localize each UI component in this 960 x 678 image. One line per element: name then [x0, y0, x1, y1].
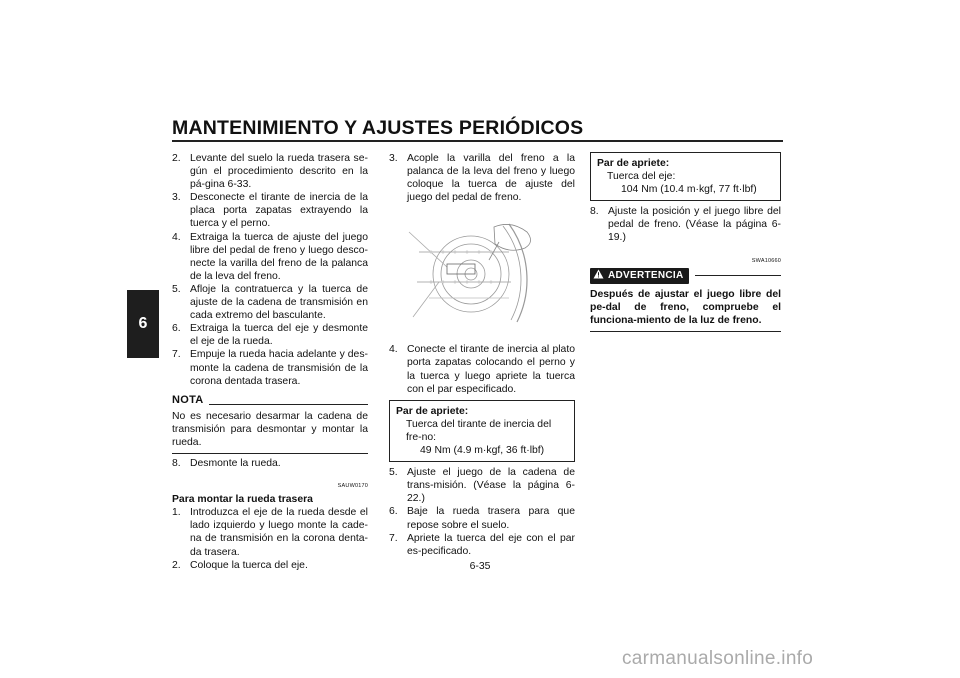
step-item: [172, 231, 368, 283]
step-number: 7.: [389, 532, 398, 544]
step-item: [172, 559, 368, 572]
torque-box-brake: [389, 400, 575, 462]
nota-header: [172, 393, 368, 407]
step-number: 1.: [172, 507, 181, 519]
torque-heading: Par de apriete:: [597, 158, 670, 169]
step-item: [389, 466, 575, 505]
step-item: [172, 283, 368, 322]
nota-end-rule: [172, 453, 368, 454]
step-item: [172, 348, 368, 387]
step-number: 5.: [389, 467, 398, 479]
column-2: [389, 152, 575, 558]
section-code: SAUW0170: [337, 483, 368, 490]
step-text: Afloje la contratuerca y la tuerca de ajuste de la cadena de transmisión en cada extremo del basculante.: [190, 283, 368, 322]
torque-line: Tuerca del eje:: [607, 171, 676, 183]
torque-value: 104 Nm (10.4 m·kgf, 77 ft·lbf): [621, 184, 757, 196]
install-steps: [172, 506, 368, 571]
step-text: Levante del suelo la rueda trasera se-gún el procedimiento descrito en la pá-gina 6-33.: [190, 153, 368, 191]
warning-code: SWA10660: [751, 257, 781, 264]
step-number: 3.: [172, 192, 181, 204]
chain-wheel-illustration: [399, 212, 575, 337]
warning-text: Después de ajustar el juego libre del pe-dal de freno, compruebe el funciona-miento de la luz de freno.: [590, 288, 781, 326]
step-text: Ajuste el juego de la cadena de trans-misión. (Véase la página 6-22.): [407, 467, 575, 505]
step-item: [389, 505, 575, 531]
chapter-tab-number: 6: [138, 315, 148, 332]
step-8-remove: 8. Desmonte la rueda.: [172, 457, 281, 469]
torque-line: Tuerca del tirante de inercia del fre-no:: [406, 418, 552, 443]
final-steps: [389, 466, 575, 558]
removal-steps: [172, 152, 368, 388]
step-item: [172, 152, 368, 191]
step-number: 2.: [172, 153, 181, 164]
section-title: Para montar la rueda trasera: [172, 494, 313, 506]
page-title: MANTENIMIENTO Y AJUSTES PERIÓDICOS: [172, 117, 584, 139]
step-number: 5.: [172, 283, 181, 295]
step-text: Extraiga la tuerca del eje y desmonte el eje de la rueda.: [190, 323, 368, 348]
step-text: Desconecte el tirante de inercia de la placa porta zapatas extrayendo la tuerca y el perno.: [190, 192, 368, 230]
step-number: 4.: [172, 231, 181, 243]
warning-label: ADVERTENCIA: [608, 270, 684, 282]
step-3-install: 3. Acople la varilla del freno a la palanca de la leva del freno y luego coloque la tuerca de ajuste del juego del pedal de freno.: [389, 153, 575, 204]
step-text: Baje la rueda trasera para que repose sobre el suelo.: [407, 506, 575, 531]
step-item: [172, 191, 368, 230]
warning-header: [590, 268, 781, 284]
step-text: Extraiga la tuerca de ajuste del juego libre del pedal de freno y luego desco-necte la varilla del freno de la palanca de la leva del freno.: [190, 231, 368, 282]
warning-triangle-icon: [593, 269, 604, 283]
page-number: 6-35: [469, 561, 491, 572]
torque-box-axle: [590, 152, 781, 201]
torque-value: 49 Nm (4.9 m·kgf, 36 ft·lbf): [420, 445, 545, 457]
step-number: 6.: [389, 506, 398, 518]
warning-rule: [695, 275, 781, 276]
nota-label: NOTA: [172, 393, 204, 406]
step-item: [172, 506, 368, 558]
step-text: Coloque la tuerca del eje.: [190, 559, 308, 571]
step-text: Empuje la rueda hacia adelante y des-monte la cadena de transmisión de la corona dentada trasera.: [190, 349, 368, 387]
torque-heading: Par de apriete:: [396, 405, 469, 417]
step-number: 6.: [172, 323, 181, 335]
title-rule: [172, 140, 783, 142]
nota-text: No es necesario desarmar la cadena de transmisión para desmontar y montar la rueda.: [172, 410, 368, 448]
warning-end-rule: [590, 331, 781, 332]
watermark: carmanualsonline.info: [622, 648, 814, 669]
step-text: Introduzca el eje de la rueda desde el lado izquierdo y luego monte la cade-na de transmisión en la corona denta-da trasera.: [190, 507, 368, 558]
step-item: [389, 532, 575, 558]
step-number: 7.: [172, 349, 181, 361]
step-4-install: 4. Conecte el tirante de inercia al plato porta zapatas colocando el perno y la tuerca y luego apriete la tuerca con el par especificado.: [389, 344, 575, 395]
step-number: 2.: [172, 559, 181, 571]
column-3: [590, 152, 781, 332]
step-8-adjust: 8. Ajuste la posición y el juego libre del pedal de freno. (Véase la página 6-19.): [590, 206, 781, 244]
nota-rule: [209, 404, 368, 405]
column-1: [172, 152, 368, 572]
chain-wheel-illustration-svg: [399, 212, 539, 337]
step-item: [172, 322, 368, 348]
warning-badge: [590, 268, 689, 284]
step-text: Apriete la tuerca del eje con el par es-pecificado.: [407, 532, 575, 557]
